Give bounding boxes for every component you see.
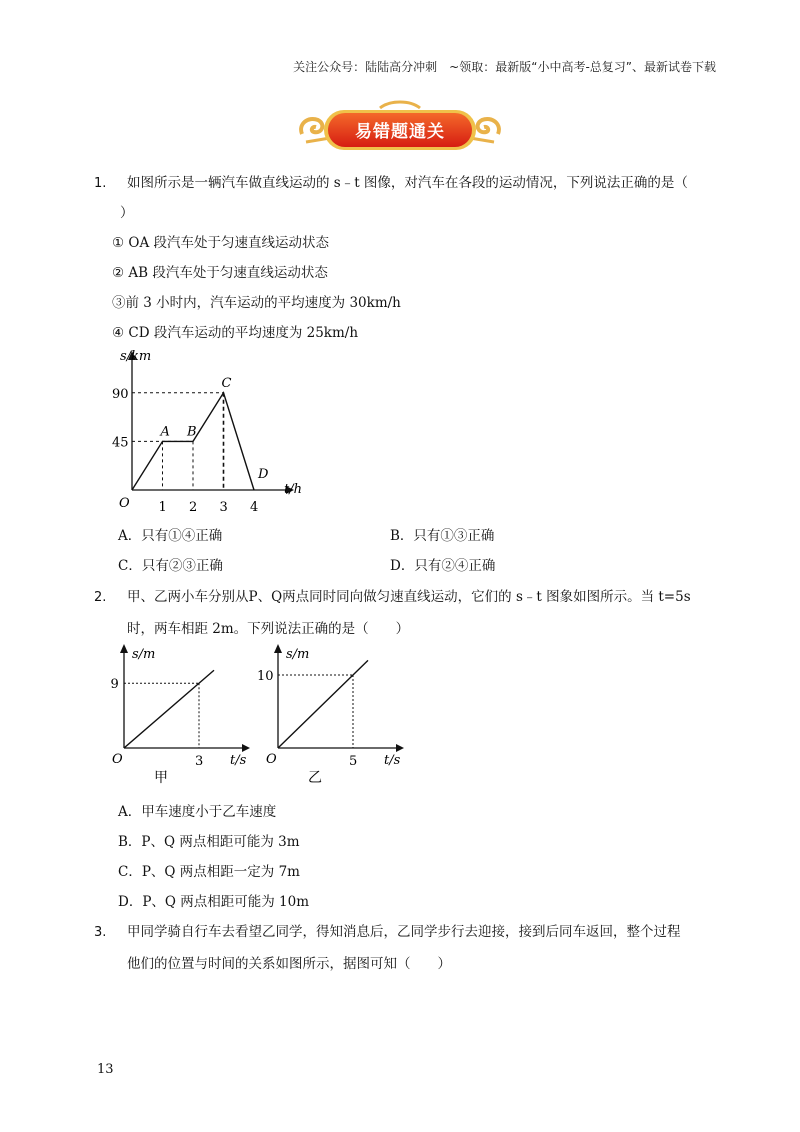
jia-x-tick-3: 3: [195, 754, 204, 769]
yi-x-arrow: [396, 744, 404, 752]
yi-origin-label: O: [266, 752, 277, 767]
yi-st-line: [278, 660, 368, 748]
q1-point-label-b: B: [187, 424, 197, 440]
q1-option-a: A．只有①④正确: [118, 528, 223, 544]
q1-x-tick-4: 4: [250, 500, 259, 515]
question-2-stem-line1: 甲、乙两小车分别从P、Q两点同时同向做匀速直线运动，它们的 s﹣t 图象如图所示。当 t=5s: [127, 589, 691, 605]
q1-option-b: B．只有①③正确: [390, 528, 495, 544]
q1-y-label: s/km: [120, 349, 152, 364]
question-3-stem-line2: 他们的位置与时间的关系如图所示，据图可知（ ）: [127, 956, 451, 972]
q1-x-tick-1: 1: [158, 500, 167, 515]
q1-statement-4: ④ CD 段汽车运动的平均速度为 25km/h: [112, 325, 359, 341]
question-3-number: 3.: [94, 925, 107, 940]
q2-option-c: C．P、Q 两点相距一定为 7m: [118, 864, 300, 880]
section-banner: [296, 98, 504, 160]
q2-jia-chart: [108, 640, 258, 790]
jia-caption: 甲: [154, 770, 168, 786]
q1-point-label-d: D: [258, 467, 269, 482]
jia-y-label: s/m: [132, 647, 156, 662]
yi-y-arrow: [274, 644, 282, 653]
q2-yi-chart: [257, 640, 412, 790]
question-2-stem-line2: 时，两车相距 2m。下列说法正确的是（ ）: [127, 621, 410, 637]
yi-x-label: t/s: [384, 753, 401, 768]
q1-x-label: t/h: [284, 482, 302, 497]
q1-point-label-a: A: [160, 424, 170, 440]
q1-origin-label: O: [119, 496, 130, 511]
question-2-number: 2.: [94, 590, 107, 605]
q1-y-tick-90: 90: [112, 386, 129, 402]
q1-option-d: D．只有②④正确: [390, 558, 496, 574]
q2-option-d: D．P、Q 两点相距可能为 10m: [118, 894, 310, 910]
q1-y-tick-45: 45: [112, 435, 129, 451]
banner-title: 易错题通关: [355, 122, 445, 142]
q1-x-tick-3: 3: [219, 500, 228, 515]
jia-y-tick-9: 9: [110, 677, 119, 693]
q1-option-c: C．只有②③正确: [118, 558, 223, 574]
q1-statement-1: ① OA 段汽车处于匀速直线运动状态: [112, 235, 330, 251]
jia-origin-label: O: [112, 752, 123, 767]
q2-option-a: A．甲车速度小于乙车速度: [118, 804, 277, 820]
jia-x-label: t/s: [230, 753, 247, 768]
q1-point-label-c: C: [221, 375, 232, 391]
yi-y-tick-10: 10: [257, 669, 274, 684]
jia-st-line: [124, 670, 214, 748]
jia-y-arrow: [120, 644, 128, 653]
yi-x-tick-5: 5: [349, 754, 358, 769]
question-1-number: 1.: [94, 176, 107, 191]
yi-caption: 乙: [308, 770, 322, 786]
q1-x-tick-2: 2: [189, 500, 198, 515]
question-3-stem-line1: 甲同学骑自行车去看望乙同学，得知消息后，乙同学步行去迎接，接到后同车返回，整个过程: [127, 924, 681, 940]
page-header: 关注公众号：陆陆高分冲刺 ~领取：最新版“小中高考-总复习”、最新试卷下载: [293, 60, 716, 74]
yi-y-label: s/m: [286, 647, 310, 662]
question-1-stem-line1: 如图所示是一辆汽车做直线运动的 s﹣t 图像，对汽车在各段的运动情况，下列说法正确的是（: [127, 175, 688, 191]
q1-statement-3: ③前 3 小时内，汽车运动的平均速度为 30km/h: [112, 295, 401, 311]
jia-x-arrow: [242, 744, 250, 752]
q1-statement-2: ② AB 段汽车处于匀速直线运动状态: [112, 265, 328, 281]
q1-st-chart: [110, 345, 310, 515]
question-1-stem-line2: ）: [120, 205, 134, 221]
page-number: 13: [97, 1062, 114, 1077]
q2-option-b: B．P、Q 两点相距可能为 3m: [118, 834, 300, 850]
